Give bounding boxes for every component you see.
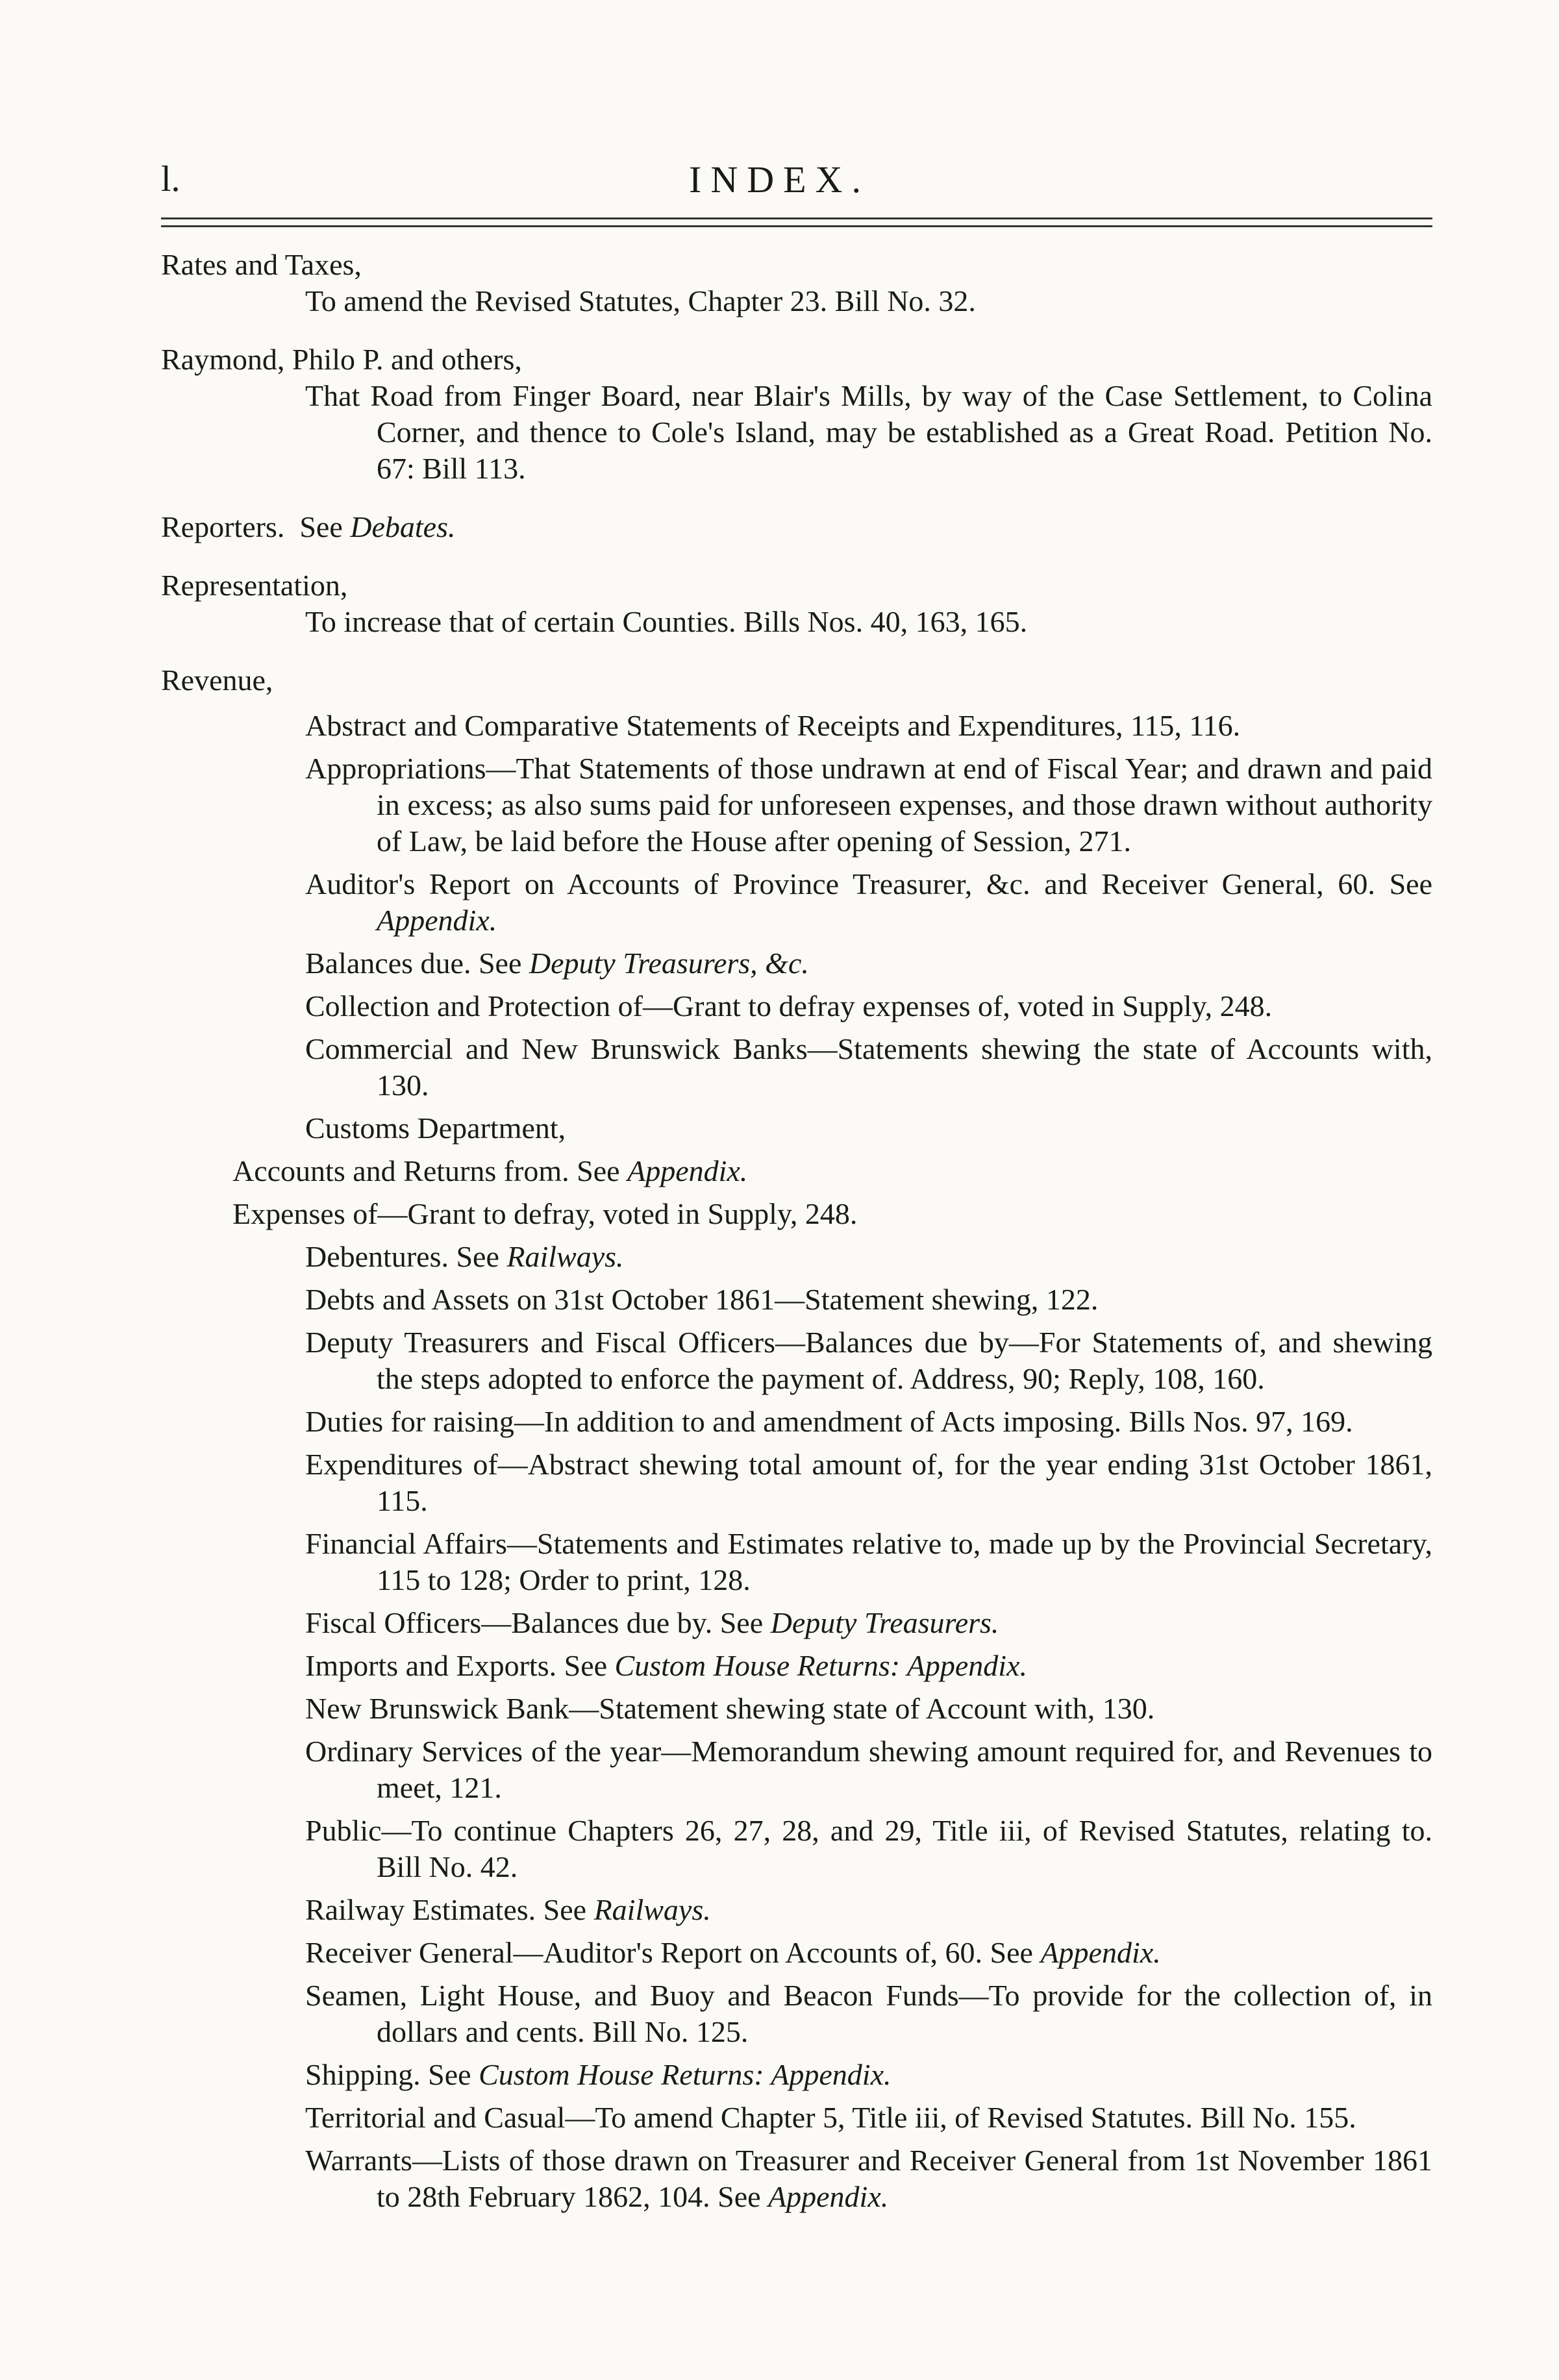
revenue-subheading — [305, 750, 1432, 860]
see-label: See — [299, 510, 343, 543]
subheading-text: Financial Affairs—Statements and Estimates relative to, made up by the Provincial Secretary, 115 to 128; Order to print, 128. — [305, 1527, 1432, 1596]
index-content — [161, 247, 1432, 2237]
index-entry-representation — [161, 567, 1432, 640]
subheading-text: Receiver General—Auditor's Report on Accounts of, 60. See — [305, 1936, 1033, 1969]
page-title: INDEX. — [689, 158, 870, 201]
revenue-subheading — [305, 708, 1432, 744]
subheading-text: Shipping. See — [305, 2058, 471, 2091]
subheading-text: Debts and Assets on 31st October 1861—Statement shewing, 122. — [305, 1283, 1099, 1316]
subheading-text: New Brunswick Bank—Statement shewing state of Account with, 130. — [305, 1692, 1155, 1725]
entry-heading: Reporters. — [161, 510, 285, 543]
cross-reference: Deputy Treasurers. — [770, 1606, 999, 1639]
subheading-text: Ordinary Services of the year—Memorandum shewing amount required for, and Revenues to meet, 121. — [305, 1735, 1432, 1804]
index-entry-reporters — [161, 509, 1432, 545]
cross-reference: Appendix. — [1040, 1936, 1161, 1969]
index-entry-rates-and-taxes — [161, 247, 1432, 319]
cross-reference: Debates. — [350, 510, 456, 543]
revenue-subheading — [305, 1031, 1432, 1104]
revenue-subheading — [305, 1110, 1432, 1147]
entry-heading: Representation, — [161, 569, 348, 602]
revenue-subheading — [305, 2100, 1432, 2136]
revenue-subheading — [305, 1935, 1432, 1971]
index-entry-raymond — [161, 341, 1432, 487]
revenue-subheading — [305, 866, 1432, 939]
cross-reference: Appendix. — [627, 1154, 748, 1187]
page-number: l. — [161, 159, 181, 199]
subheading-text: Abstract and Comparative Statements of Receipts and Expenditures, 115, 116. — [305, 709, 1241, 742]
entry-subheading: To increase that of certain Counties. Bills Nos. 40, 163, 165. — [305, 605, 1028, 638]
revenue-subheading — [305, 988, 1432, 1024]
subheading-text: Customs Department, — [305, 1111, 566, 1145]
revenue-subheading — [305, 1977, 1432, 2050]
header-double-rule — [161, 217, 1432, 227]
subheading-text: Public—To continue Chapters 26, 27, 28, and 29, Title iii, of Revised Statutes, relating to. Bill No. 42. — [305, 1814, 1432, 1883]
revenue-subheading — [305, 1446, 1432, 1519]
subheading-text: Seamen, Light House, and Buoy and Beacon Funds—To provide for the collection of, in dollars and cents. Bill No. 125. — [305, 1979, 1432, 2048]
revenue-subheading — [305, 1239, 1432, 1275]
revenue-subheading — [305, 1605, 1432, 1641]
revenue-subheading — [305, 2057, 1432, 2093]
index-entry-revenue — [161, 662, 1432, 2215]
revenue-subheading — [305, 1526, 1432, 1598]
revenue-subheading — [305, 1691, 1432, 1727]
entry-subheading: To amend the Revised Statutes, Chapter 23. Bill No. 32. — [305, 284, 976, 317]
cross-reference: Custom House Returns: Appendix. — [479, 2058, 892, 2091]
subheading-text: Expenses of—Grant to defray, voted in Supply, 248. — [232, 1197, 858, 1230]
subheading-text: Imports and Exports. See — [305, 1649, 608, 1682]
subheading-text: Accounts and Returns from. See — [232, 1154, 620, 1187]
cross-reference: Appendix. — [768, 2180, 889, 2213]
entry-heading: Raymond, Philo P. and others, — [161, 343, 522, 376]
revenue-subheading — [305, 1648, 1432, 1684]
subheading-text: Warrants—Lists of those drawn on Treasurer and Receiver General from 1st November 1861 to 28th February 1862, 104. See — [305, 2144, 1432, 2213]
subheading-text: Fiscal Officers—Balances due by. See — [305, 1606, 764, 1639]
revenue-subheading — [305, 1733, 1432, 1806]
revenue-subheading — [305, 1282, 1432, 1318]
revenue-subheading — [232, 1153, 1432, 1189]
cross-reference: Railways. — [506, 1240, 624, 1273]
subheading-text: Auditor's Report on Accounts of Province Treasurer, &c. and Receiver General, 60. See — [305, 867, 1432, 900]
subheading-text: Appropriations—That Statements of those undrawn at end of Fiscal Year; and drawn and paid in excess; as also sums paid for unforeseen expenses, and those drawn without authority of Law, be laid before the House after opening of Session, 271. — [305, 752, 1432, 858]
subheading-text: Debentures. See — [305, 1240, 499, 1273]
subheading-text: Balances due. See — [305, 947, 522, 980]
cross-reference: Deputy Treasurers, &c. — [529, 947, 809, 980]
subheading-text: Expenditures of—Abstract shewing total amount of, for the year ending 31st October 1861, 115. — [305, 1448, 1432, 1517]
revenue-subheading — [305, 1813, 1432, 1885]
revenue-subheading — [305, 2142, 1432, 2215]
cross-reference: Custom House Returns: Appendix. — [614, 1649, 1027, 1682]
cross-reference: Railways. — [593, 1893, 711, 1926]
revenue-subheading — [305, 1324, 1432, 1397]
revenue-subheading — [305, 945, 1432, 982]
entry-heading: Rates and Taxes, — [161, 248, 362, 281]
revenue-subheading — [232, 1196, 1432, 1232]
subheading-text: Commercial and New Brunswick Banks—Statements shewing the state of Accounts with, 130. — [305, 1032, 1432, 1102]
cross-reference: Appendix. — [377, 904, 497, 937]
subheading-text: Collection and Protection of—Grant to defray expenses of, voted in Supply, 248. — [305, 989, 1273, 1023]
subheading-text: Territorial and Casual—To amend Chapter 5, Title iii, of Revised Statutes. Bill No. 155. — [305, 2101, 1356, 2134]
subheading-text: Deputy Treasurers and Fiscal Officers—Balances due by—For Statements of, and shewing the steps adopted to enforce the payment of. Address, 90; Reply, 108, 160. — [305, 1326, 1432, 1395]
subheading-text: Duties for raising—In addition to and amendment of Acts imposing. Bills Nos. 97, 169. — [305, 1405, 1353, 1438]
subheading-text: Railway Estimates. See — [305, 1893, 587, 1926]
entry-heading: Revenue, — [161, 663, 273, 697]
revenue-subheading — [305, 1892, 1432, 1928]
revenue-subheading — [305, 1404, 1432, 1440]
entry-subheading: That Road from Finger Board, near Blair's Mills, by way of the Case Settlement, to Colina Corner, and thence to Cole's Island, may be established as a Great Road. Petition No. 67: Bill 113. — [305, 379, 1432, 485]
revenue-subheadings — [161, 708, 1432, 2215]
